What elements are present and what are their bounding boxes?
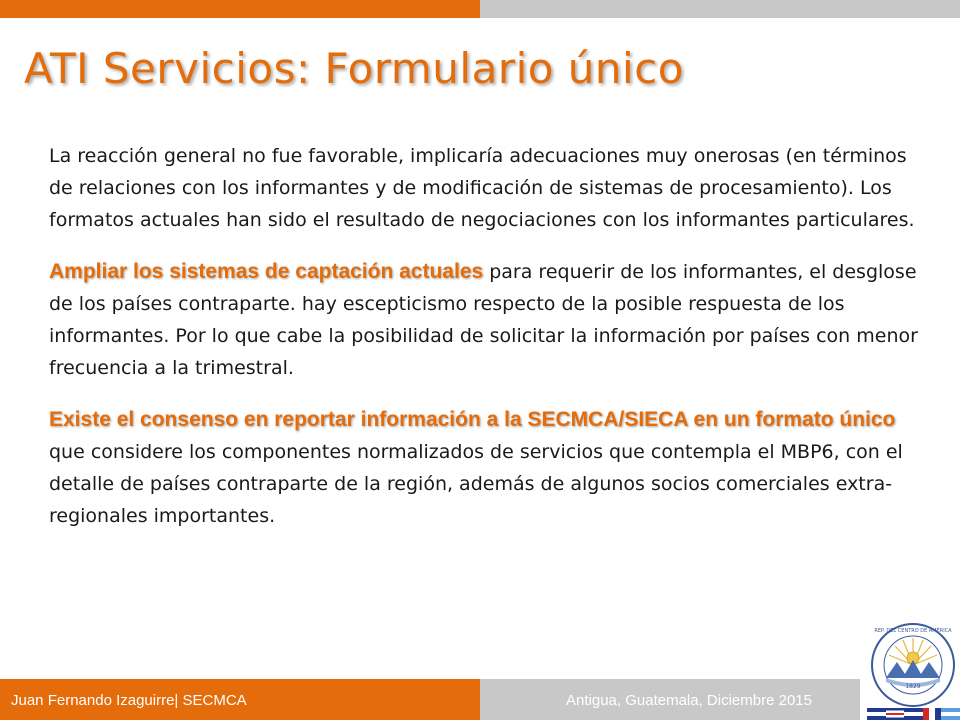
flag-icon: [886, 708, 905, 720]
central-america-seal-logo: [870, 622, 956, 708]
slide-title: ATI Servicios: Formulario único: [24, 44, 684, 93]
paragraph-ampliar-text: para requerir de los informantes, el desglose de los países contraparte. hay escepticismo respecto de la posible respuesta de los informantes. Por lo que cabe la posibilidad de solicitar la información por países con menor frecuencia a la trimestral.: [49, 261, 918, 379]
flag-icon: [904, 708, 923, 720]
top-accent-bar-gray: [480, 0, 960, 18]
flag-icon: [867, 708, 886, 720]
flag-icon: [941, 708, 960, 720]
slide-body: [49, 140, 919, 552]
svg-text:1829: 1829: [905, 683, 921, 690]
flag-icon: [923, 708, 942, 720]
highlight-ampliar: Ampliar los sistemas de captación actuales: [49, 260, 484, 283]
paragraph-ampliar: [49, 256, 919, 384]
paragraph-consenso: [49, 404, 919, 532]
paragraph-reaction: La reacción general no fue favorable, implicaría adecuaciones muy onerosas (en términos de relaciones con los informantes y de modificación de sistemas de procesamiento). Los formatos actuales han sido el resultado de negociaciones con los informantes particulares.: [49, 145, 915, 231]
footer-location-date: Antigua, Guatemala, Diciembre 2015: [566, 692, 812, 709]
svg-text:REP. DEL CENTRO DE AMÉRICA: REP. DEL CENTRO DE AMÉRICA: [874, 628, 952, 634]
top-accent-bar-orange: [0, 0, 480, 18]
member-flags-strip: [867, 708, 960, 720]
highlight-consenso: Existe el consenso en reportar información a la SECMCA/SIECA en un formato único: [49, 408, 896, 431]
footer-author: Juan Fernando Izaguirre| SECMCA: [11, 692, 247, 709]
paragraph-consenso-text: que considere los componentes normalizados de servicios que contempla el MBP6, con el detalle de países contraparte de la región, además de algunos socios comerciales extra-regionales importantes.: [49, 441, 903, 527]
